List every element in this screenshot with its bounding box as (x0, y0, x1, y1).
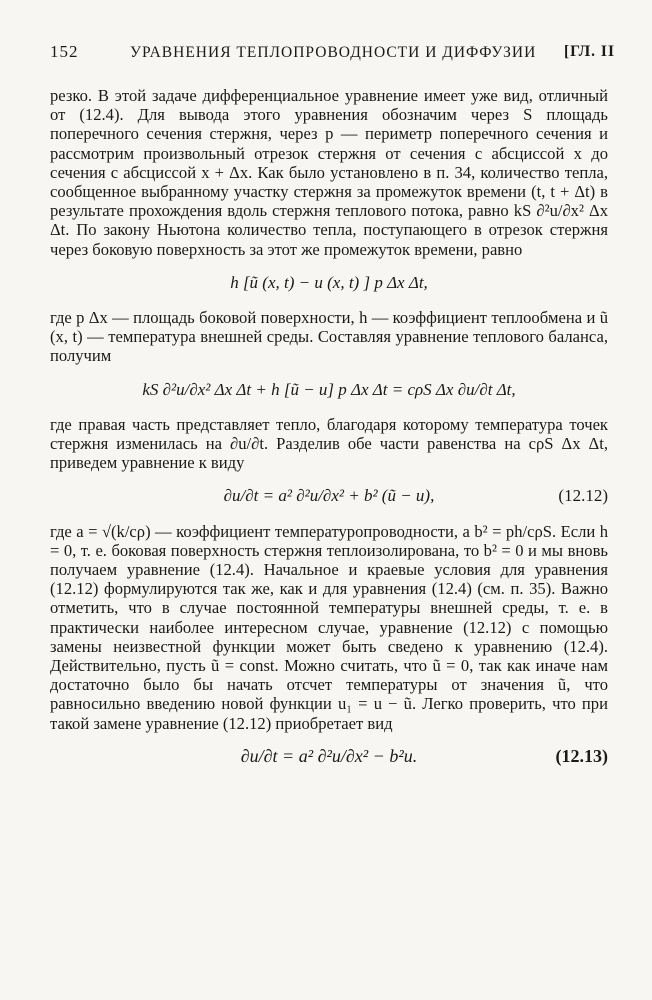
page-header (50, 42, 615, 68)
paragraph-1: резко. В этой задаче дифференциальное уравнение имеет уже вид, отличный от (12.4). Для вывода этого уравнения обозначим через S площадь поперечного сечения стержня, через p — периметр поперечного сечения и рассмотрим произвольный отрезок стержня от сечения с абсциссой x до сечения с абсциссой x + Δx. Как было установлено в п. 34, количество тепла, сообщенное выбранному участку стержня за промежуток времени (t, t + Δt) в результате прохождения вдоль стержня теплового потока, равно kS ∂²u/∂x² Δx Δt. По закону Ньютона количество тепла, поступающего в отрезок стержня через боковую поверхность за этот же промежуток времени, равно (50, 86, 608, 259)
paragraph-3: где правая часть представляет тепло, благодаря которому температура точек стержня изменилась на ∂u/∂t. Разделив обе части равенства на cρS Δx Δt, приведем уравнение к виду (50, 414, 608, 473)
paragraph-4: где a = √(k/cρ) — коэффициент температуропроводности, а b² = ph/cρS. Если h = 0, т. е. боковая поверхность стержня теплоизолирована, то b² = 0 и мы вновь получаем уравнение (12.4). Начальное и краевые условия для уравнения (12.12) формулируются так же, как и для уравнения (12.4) (см. п. 35). Важно отметить, что в случае постоянной температуры внешней среды, т. е. в практически наиболее интересном случае, уравнение (12.12) с помощью замены неизвестной функции может быть сведено к уравнению (12.4). Действительно, пусть ũ = const. Можно считать, что ũ = 0, так как иначе нам достаточно было бы начать отсчет температуры от значения ũ, что равносильно введению новой функции u₁ = u − ũ. Легко проверить, что при такой замене уравнение (12.12) приобретает вид (50, 521, 608, 733)
page-body (50, 86, 608, 782)
equation-12-13 (50, 747, 608, 766)
equation-2-text: kS ∂²u/∂x² Δx Δt + h [ũ − u] p Δx Δt = cρS Δx ∂u/∂t Δt, (142, 379, 516, 399)
equation-1-text: h [ũ (x, t) − u (x, t) ] p Δx Δt, (230, 272, 428, 292)
equation-number-12-13: (12.13) (555, 745, 608, 766)
equation-3-text: ∂u/∂t = a² ∂²u/∂x² + b² (ũ − u), (223, 486, 435, 506)
equation-12-12 (50, 486, 608, 505)
page-number: 152 (50, 42, 79, 61)
chapter-label: [ГЛ. II (563, 43, 615, 60)
equation-1 (50, 273, 608, 292)
equation-2 (50, 380, 608, 399)
running-title: УРАВНЕНИЯ ТЕПЛОПРОВОДНОСТИ И ДИФФУЗИИ (130, 44, 537, 61)
equation-4-text: ∂u/∂t = a² ∂²u/∂x² − b²u. (240, 745, 418, 766)
paragraph-2: где p Δx — площадь боковой поверхности, h — коэффициент теплообмена и ũ (x, t) — температура внешней среды. Составляя уравнение теплового баланса, получим (50, 308, 608, 366)
equation-number-12-12: (12.12) (558, 486, 608, 506)
